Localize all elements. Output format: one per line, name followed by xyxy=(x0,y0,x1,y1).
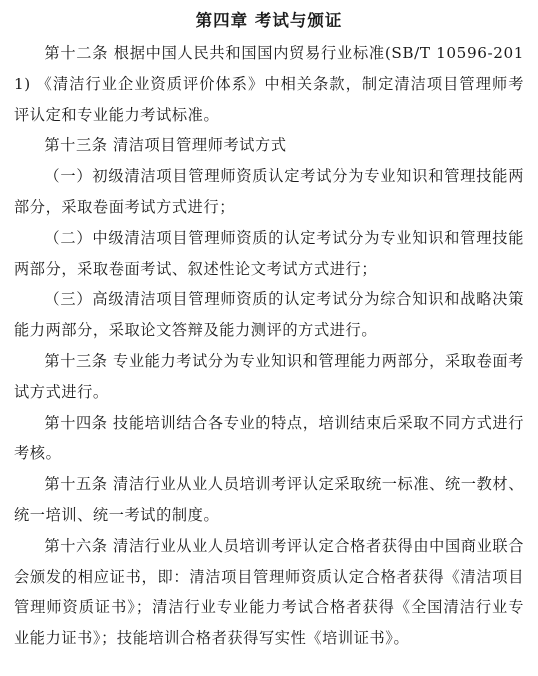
article-15-paragraph: 第十五条 清洁行业从业人员培训考评认定采取统一标准、统一教材、统一培训、统一考试的制度。 xyxy=(14,475,524,524)
article-16-paragraph: 第十六条 清洁行业从业人员培训考评认定合格者获得由中国商业联合会颁发的相应证书，即：清洁项目管理师资质认定合格者获得《清洁项目管理师资质证书》；清洁行业专业能力考试合格者获得《全国清洁行业专业能力证书》；技能培训合格者获得写实性《培训证书》。 xyxy=(14,536,524,648)
article-13-heading: 第十三条 清洁项目管理师考试方式 xyxy=(44,136,287,155)
chapter-title: 第四章 考试与颁证 xyxy=(195,11,343,30)
article-12-paragraph: 第十二条 根据中国人民共和国国内贸易行业标准(SB/T 10596-2011) 《清洁行业企业资质评价体系》中相关条款，制定清洁项目管理师考评认定和专业能力考试标准。 xyxy=(14,44,524,124)
article-13b-paragraph: 第十三条 专业能力考试分为专业知识和管理能力两部分，采取卷面考试方式进行。 xyxy=(14,351,524,401)
article-13-item-2: （二）中级清洁项目管理师资质的认定考试分为专业知识和管理技能两部分，采取卷面考试、叙述性论文考试方式进行； xyxy=(14,228,524,278)
article-14-paragraph: 第十四条 技能培训结合各专业的特点，培训结束后采取不同方式进行考核。 xyxy=(14,413,524,463)
article-13-item-1: （一）初级清洁项目管理师资质认定考试分为专业知识和管理技能两部分，采取卷面考试方式进行； xyxy=(14,167,524,216)
document-body xyxy=(14,38,524,654)
article-13-item-3: （三）高级清洁项目管理师资质的认定考试分为综合知识和战略决策能力两部分，采取论文答辩及能力测评的方式进行。 xyxy=(14,290,524,340)
